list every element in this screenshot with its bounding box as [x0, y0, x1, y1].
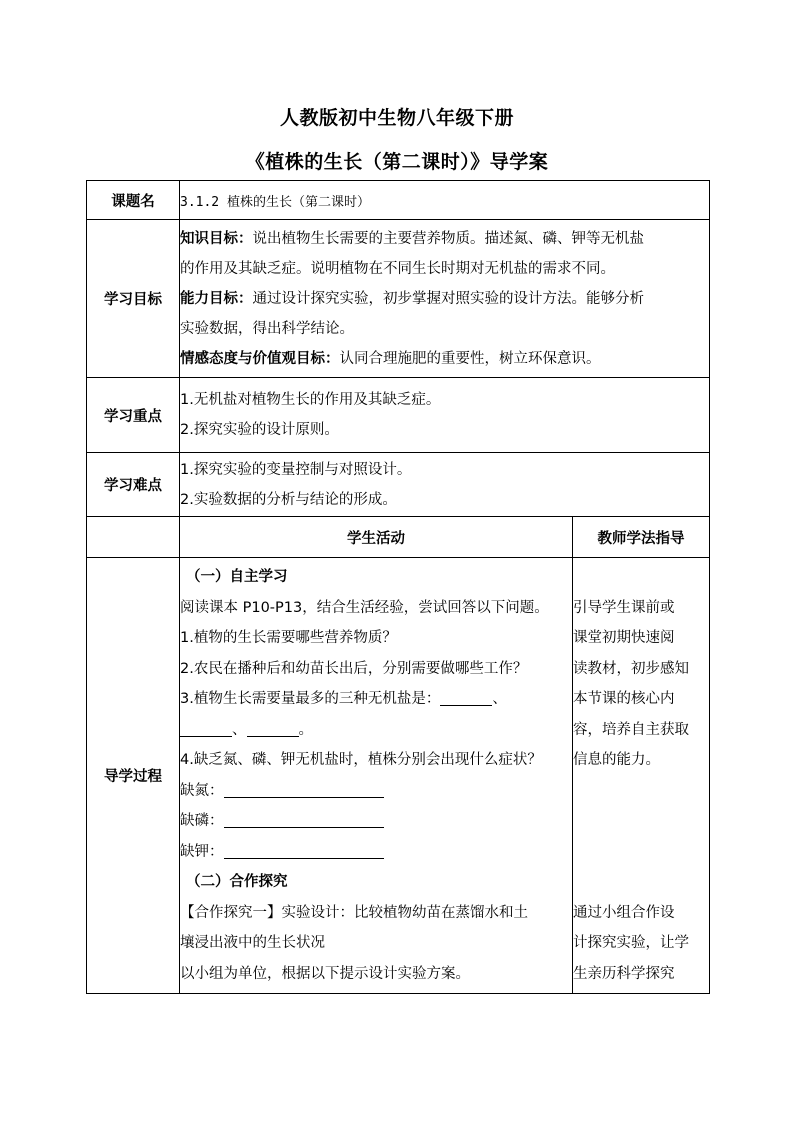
question-1: 1.植物的生长需要哪些营养物质？	[180, 630, 397, 646]
self-study-intro: 阅读课本 P10-P13，结合生活经验，尝试回答以下问题。	[180, 599, 549, 616]
key-point-item: 2.探究实验的设计原则。	[180, 422, 339, 438]
question-3-text: 3.植物生长需要量最多的三种无机盐是：	[180, 691, 441, 707]
row-topic	[87, 181, 710, 220]
nitrogen-answer	[180, 776, 572, 807]
goals-label: 学习目标	[87, 220, 180, 378]
teacher-guidance-header: 教师学法指导	[573, 517, 710, 558]
coop-text-1: 实验设计：比较植物幼苗在蒸馏水和土	[281, 904, 528, 921]
section-cooperation-title: （二）合作探究	[186, 874, 288, 890]
topic-value	[180, 181, 710, 220]
separator: 。	[298, 721, 313, 738]
teacher-guidance-content	[573, 558, 710, 994]
answer-blank[interactable]	[440, 689, 492, 706]
guide-line: 生亲历科学探究	[573, 965, 675, 982]
section-self-study-title: （一）自主学习	[186, 569, 288, 585]
guide-line: 引导学生课前或	[573, 599, 675, 616]
doc-title-line2: 《植株的生长（第二课时）》导学案	[245, 151, 549, 173]
answer-blank[interactable]	[180, 720, 232, 737]
phosphorus-answer	[180, 806, 572, 837]
row-column-headers	[87, 517, 710, 558]
key-points-label: 学习重点	[87, 378, 180, 453]
student-activity-content	[180, 558, 573, 994]
guide-table	[86, 180, 710, 994]
knowledge-text-1: 说出植物生长需要的主要营养物质。描述氮、磷、钾等无机盐	[252, 230, 644, 247]
key-points-content	[180, 378, 710, 453]
topic-label: 课题名	[87, 181, 180, 220]
difficulty-item: 1.探究实验的变量控制与对照设计。	[180, 461, 412, 478]
coop-line-2: 壤浸出液中的生长状况	[180, 935, 325, 951]
ability-text-2: 实验数据，得出科学结论。	[180, 320, 354, 337]
guide-line: 计探究实验，让学	[573, 935, 689, 951]
emotion-label: 情感态度与价值观目标：	[180, 350, 340, 367]
question-2: 2.农民在播种后和幼苗长出后，分别需要做哪些工作？	[180, 660, 528, 677]
question-3-cont	[180, 715, 572, 746]
question-3	[180, 684, 572, 715]
question-4: 4.缺乏氮、磷、钾无机盐时，植株分别会出现什么症状？	[180, 752, 542, 768]
row-process	[87, 558, 710, 994]
difficulties-label: 学习难点	[87, 453, 180, 517]
coop-line-1	[180, 898, 572, 929]
answer-blank[interactable]	[247, 720, 299, 737]
guide-line: 容，培养自主获取	[573, 721, 689, 738]
process-label: 导学过程	[87, 558, 180, 994]
separator: 、	[492, 691, 507, 707]
answer-blank[interactable]	[224, 842, 384, 859]
answer-blank[interactable]	[224, 811, 384, 828]
phosphorus-label: 缺磷：	[180, 813, 224, 829]
nitrogen-label: 缺氮：	[180, 782, 224, 799]
key-point-item: 1.无机盐对植物生长的作用及其缺乏症。	[180, 392, 441, 408]
coop-tag: 【合作探究一】	[180, 904, 282, 921]
guide-line: 读教材，初步感知	[573, 660, 689, 677]
separator: 、	[232, 721, 247, 738]
row-goals	[87, 220, 710, 378]
guide-line: 本节课的核心内	[573, 691, 675, 707]
empty-header-cell	[87, 517, 180, 558]
potassium-answer	[180, 837, 572, 868]
guide-line: 通过小组合作设	[573, 904, 675, 921]
coop-line-3: 以小组为单位，根据以下提示设计实验方案。	[180, 965, 470, 982]
guide-line: 信息的能力。	[573, 752, 660, 768]
emotion-text: 认同合理施肥的重要性，树立环保意识。	[339, 350, 601, 367]
answer-blank[interactable]	[224, 781, 384, 798]
ability-label: 能力目标：	[180, 290, 253, 307]
potassium-label: 缺钾：	[180, 843, 224, 860]
student-activity-header: 学生活动	[180, 517, 573, 558]
goals-content	[180, 220, 710, 378]
knowledge-label: 知识目标：	[180, 230, 253, 247]
topic-value-text: 3.1.2 植株的生长（第二课时）	[180, 194, 370, 210]
difficulties-content	[180, 453, 710, 517]
doc-title-line1: 人教版初中生物八年级下册	[279, 107, 514, 129]
knowledge-text-2: 的作用及其缺乏症。说明植物在不同生长时期对无机盐的需求不同。	[180, 260, 615, 277]
difficulty-item: 2.实验数据的分析与结论的形成。	[180, 491, 397, 508]
row-difficulties	[87, 453, 710, 517]
row-key-points	[87, 378, 710, 453]
ability-text-1: 通过设计探究实验，初步掌握对照实验的设计方法。能够分析	[252, 290, 644, 307]
guide-line: 课堂初期快速阅	[573, 630, 675, 646]
